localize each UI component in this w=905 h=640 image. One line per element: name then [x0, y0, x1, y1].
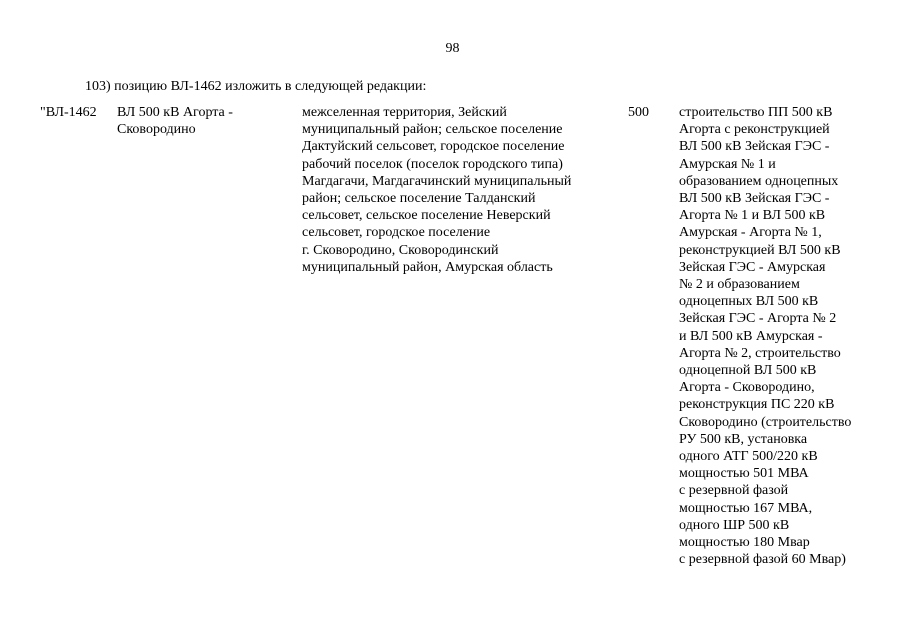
territory-description: межселенная территория, Зейский муниципальный район; сельское поселение Дактуйский сельсовет, городское поселение рабочий поселок (поселок городского типа) Магдагачи, Магдагачинский муниципальный район; сельское поселение Талданский сельсовет, сельское поселение Неверский сельсовет, городское поселение г. Сковородино, Сковородинский муниципальный район, Амурская область: [302, 105, 572, 275]
intro-paragraph: 103) позицию ВЛ-1462 изложить в следующей редакции:: [85, 79, 427, 94]
page-number: 98: [445, 41, 460, 56]
line-name: ВЛ 500 кВ Агорта - Сковородино: [117, 105, 233, 138]
measures-description: строительство ПП 500 кВ Агорта с реконструкцией ВЛ 500 кВ Зейская ГЭС - Амурская № 1 и образованием одноцепных ВЛ 500 кВ Зейская ГЭС - Агорта № 1 и ВЛ 500 кВ Амурская - Агорта № 1, реконструкцией ВЛ 500 кВ Зейская ГЭС - Амурская № 2 и образованием одноцепных ВЛ 500 кВ Зейская ГЭС - Агорта № 2 и ВЛ 500 кВ Амурская - Агорта № 2, строительство одноцепной ВЛ 500 кВ Агорта - Сковородино, реконструкция ПС 220 кВ Сковородино (строительство РУ 500 кВ, установка одного АТГ 500/220 кВ мощностью 501 МВА с резервной фазой мощностью 167 МВА, одного ШР 500 кВ мощностью 180 Мвар с резервной фазой 60 Мвар): [679, 105, 852, 568]
position-code: "ВЛ-1462: [40, 105, 97, 120]
voltage-value: 500: [628, 105, 649, 120]
